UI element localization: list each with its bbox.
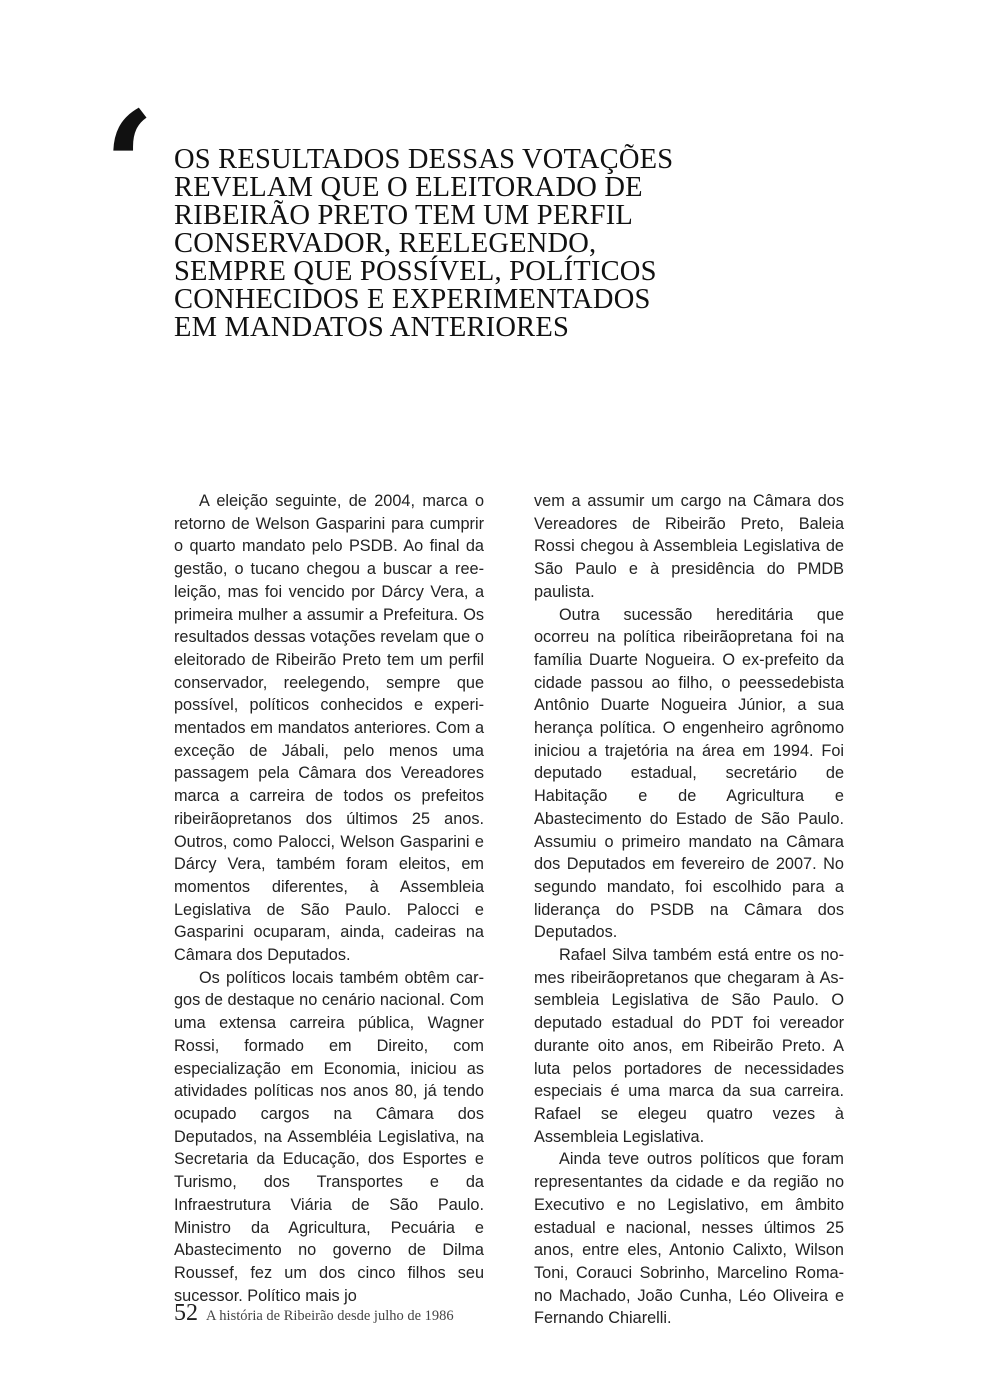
body-paragraph: vem a assumir um cargo na Câmara dos Vereadores de Ribeirão Preto, Baleia Rossi chegou à Assembleia Legislativa de São Paulo e à presidência do PMDB paulista. [534,492,844,601]
page-number: 52 [174,1300,198,1326]
body-column-left [174,490,484,1307]
quotation-mark: ‘ [103,79,156,255]
running-title: A história de Ribeirão desde julho de 1986 [206,1308,454,1324]
pull-quote-line: SEMPRE QUE POSSÍVEL, POLÍTICOS [174,256,657,287]
pull-quote-line: OS RESULTADOS DESSAS VOTAÇÕES [174,144,674,175]
pull-quote-line: EM MANDATOS ANTERIORES [174,312,569,343]
pull-quote-line: CONSERVADOR, REELEGENDO, [174,228,597,259]
pull-quote-line: REVELAM QUE O ELEITORADO DE [174,172,643,203]
page-footer [174,1300,454,1327]
body-paragraph: Ainda teve outros políticos que foram representantes da cidade e da região no Executivo e no Legislativo, em âmbito estadual e nacional, nesses últimos 25 anos, entre eles, Antonio Calixto, Wilson Toni, Corauci Sobrinho, Marcelino Romano Machado, João Cunha, Léo Oliveira e Fernando Chiarelli. [534,1150,844,1328]
body-paragraph: Outra sucessão hereditária que ocorreu na política ribeirãopretana foi na família Duarte Nogueira. O ex-prefeito da cidade passou ao filho, o peessedebista Antônio Duarte Nogueira Júnior, a sua herança política. O engenheiro agrônomo iniciou a trajetória na área em 1994. Foi deputado estadual, secretário de Habitação e de Agricultura e Abastecimento do Estado de São Paulo. Assumiu o primeiro mandato na Câmara dos Deputados em fevereiro de 2007. No segundo mandato, foi escolhido para a liderança do PSDB na Câmara dos Deputados. [534,605,844,942]
body-column-right [534,490,844,1330]
body-paragraph: A eleição seguinte, de 2004, marca o retorno de Welson Gasparini para cumprir o quarto mandato pelo PSDB. Ao final da gestão, o tucano chegou a buscar a reeleição, mas foi vencido por Dárcy Vera, a primeira mulher a assumir a Prefeitura. Os resultados dessas votações revelam que o eleitorado de Ribeirão Preto tem um perfil conservador, reelegendo, sempre que possível, políticos conhecidos e experimentados em mandatos anteriores. Com a exceção de Jábali, pelo menos uma passagem pela Câmara dos Vereadores marca a carreira de todos os prefeitos ribeirãopretanos dos últimos 25 anos. Outros, como Palocci, Welson Gasparini e Dárcy Vera, também foram eleitos, em momentos diferentes, à Assembleia Legislativa de São Paulo. Palocci e Gasparini ocuparam, ainda, cadeiras na Câmara dos Deputados. [174,492,484,965]
pull-quote-line: CONHECIDOS E EXPERIMENTADOS [174,284,651,315]
pull-quote-line: RIBEIRÃO PRETO TEM UM PERFIL [174,200,634,231]
body-paragraph: Rafael Silva também está entre os nomes ribeirãopretanos que chegaram à Assembleia Legislativa de São Paulo. O deputado estadual do PDT foi vereador durante oito anos, em Ribeirão Preto. A luta pelos portadores de necessidades especiais é uma marca da sua carreira. Rafael se elegeu quatro vezes à Assembleia Legislativa. [534,946,844,1146]
body-paragraph: Os políticos locais também obtêm cargos de destaque no cenário nacional. Com uma extensa carreira pública, Wagner Rossi, formado em Direito, com especialização em Economia, iniciou as atividades políticas nos anos 80, já tendo ocupado cargos na Câmara dos Deputados, na Assembléia Legislativa, na Secretaria da Educação, dos Esportes e Turismo, dos Transportes e da Infraestrutura Viária de São Paulo. Ministro da Agricultura, Pecuária e Abastecimento no governo de Dilma Roussef, fez um dos cinco filhos seu sucessor. Político mais jo [174,968,484,1305]
pull-quote [174,146,734,342]
